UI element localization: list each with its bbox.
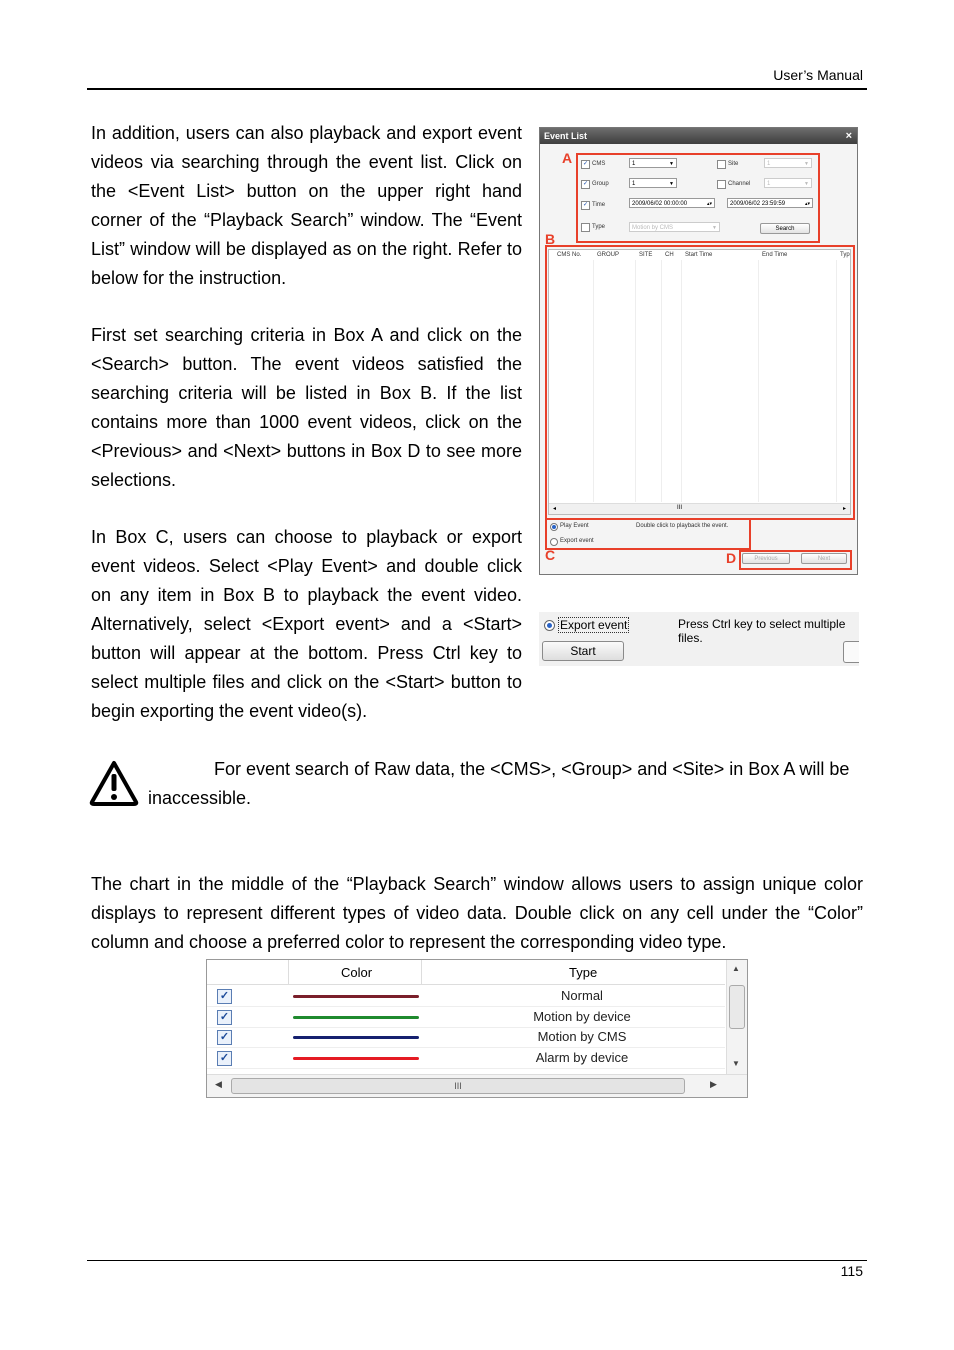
channel-select[interactable]: 1 ▼ [764, 178, 812, 188]
column-cms-no[interactable]: CMS No. [557, 252, 582, 258]
type-select[interactable]: Motion by CMS ▼ [629, 222, 720, 232]
type-label: Type [592, 224, 606, 230]
time-start-field[interactable]: 2009/06/02 00:00:00 ▴▾ [629, 198, 715, 208]
header-divider [288, 960, 289, 984]
horizontal-scroll-thumb[interactable]: III [231, 1078, 685, 1094]
site-label: Site [728, 161, 739, 167]
manual-title: User’s Manual [773, 67, 863, 83]
export-event-label: Export event [560, 538, 594, 544]
start-button[interactable]: Start [542, 641, 624, 661]
export-event-label-large: Export event [560, 618, 628, 632]
type-cell: Alarm by device [535, 1050, 629, 1065]
grid-divider [661, 260, 662, 502]
scroll-left-icon[interactable]: ◂ [553, 506, 557, 512]
table-row[interactable] [207, 1048, 725, 1069]
export-options-strip [539, 612, 859, 666]
table-vertical-scrollbar[interactable] [726, 960, 747, 1074]
grid-divider [836, 260, 837, 502]
box-label-a: A [562, 150, 573, 166]
channel-label: Channel [728, 181, 751, 187]
box-label-b: B [545, 231, 556, 247]
grid-divider [593, 260, 594, 502]
event-list-titlebar [540, 128, 857, 144]
row-checkbox[interactable]: ✓ [217, 1010, 232, 1025]
play-event-hint: Double click to playback the event. [636, 523, 729, 529]
type-checkbox[interactable] [581, 223, 590, 232]
column-site[interactable]: SITE [639, 252, 653, 258]
cms-label: CMS [592, 161, 606, 167]
site-select[interactable]: 1 ▼ [764, 158, 812, 168]
paragraph-search-criteria: First set searching criteria in Box A and click on the <Search> button. The event videos satisfied the searching criteria will be listed in Box B. If the list contains more than 1000 event videos, click on the <Previous> and <Next> buttons in Box D to see more selections. [91, 325, 522, 490]
color-swatch-line[interactable] [293, 995, 419, 998]
scroll-up-icon[interactable]: ▲ [732, 964, 740, 973]
event-list-title: Event List [544, 131, 588, 141]
scroll-grip[interactable]: III [677, 505, 683, 511]
column-ch[interactable]: CH [665, 252, 674, 258]
paragraph-event-list-intro: In addition, users can also playback and export event videos via searching through the event list. Click on the <Event List> button on the upper right hand corner of the “Playback Search” window. The “Event List” window will be displayed as on the right. Refer to below for the instruction. [91, 123, 522, 288]
ctrl-select-hint: Press Ctrl key to select multiple files. [678, 617, 846, 645]
warning-icon [89, 760, 139, 806]
scroll-down-icon[interactable]: ▼ [732, 1059, 740, 1068]
table-horizontal-scrollbar[interactable] [207, 1074, 747, 1097]
type-cell: Motion by CMS [537, 1029, 627, 1044]
color-swatch-line[interactable] [293, 1057, 419, 1060]
list-horizontal-scrollbar[interactable] [549, 503, 850, 514]
play-event-label: Play Event [560, 523, 589, 529]
column-group[interactable]: GROUP [597, 252, 620, 258]
previous-button[interactable]: Previous [742, 553, 790, 564]
group-select[interactable]: 1 ▼ [629, 178, 677, 188]
type-column-header[interactable]: Type [569, 965, 598, 980]
event-list-table[interactable] [548, 249, 851, 515]
box-label-c: C [545, 547, 556, 563]
cms-checkbox[interactable]: ✓ [582, 161, 589, 167]
footer-rule [87, 1260, 867, 1261]
header-divider [421, 960, 422, 984]
grid-divider [758, 260, 759, 502]
time-end-field[interactable]: 2009/06/02 23:59:59 ▴▾ [727, 198, 813, 208]
grid-divider [681, 260, 682, 502]
scroll-left-icon[interactable]: ◀ [215, 1079, 222, 1089]
group-label: Group [592, 181, 609, 187]
event-list-window [539, 127, 858, 575]
column-end-time[interactable]: End Time [762, 252, 788, 258]
table-row[interactable] [207, 986, 725, 1007]
row-checkbox[interactable]: ✓ [217, 989, 232, 1004]
color-table-header [207, 960, 725, 985]
type-cell: Normal [561, 988, 603, 1003]
export-event-radio[interactable] [550, 538, 558, 546]
color-swatch-line[interactable] [293, 1036, 419, 1039]
color-swatch-line[interactable] [293, 1016, 419, 1019]
search-button[interactable]: Search [760, 223, 810, 234]
table-row[interactable] [207, 1007, 725, 1028]
scroll-right-icon[interactable]: ▸ [842, 506, 846, 512]
box-label-d: D [726, 550, 737, 566]
color-column-header[interactable]: Color [341, 965, 373, 980]
paragraph-color-chart: The chart in the middle of the “Playback Search” window allows users to assign unique color displays to represent different types of video data. Double click on any cell under the “Color” column and choose a preferred color to represent the corresponding video type. [91, 874, 863, 952]
row-checkbox[interactable]: ✓ [217, 1030, 232, 1045]
header-rule [87, 88, 867, 90]
vertical-scroll-thumb[interactable] [729, 985, 745, 1029]
raw-data-note: For event search of Raw data, the <CMS>, <Group> and <Site> in Box A will be inaccessible. [148, 759, 850, 808]
close-icon[interactable]: × [845, 130, 852, 142]
partial-button[interactable] [843, 641, 859, 663]
play-event-radio[interactable] [550, 523, 558, 531]
grid-divider [635, 260, 636, 502]
next-button[interactable]: Next [801, 553, 847, 564]
time-checkbox[interactable]: ✓ [582, 202, 589, 208]
time-label: Time [592, 202, 606, 208]
type-cell: Motion by device [533, 1009, 631, 1024]
export-event-radio-large[interactable] [544, 620, 555, 631]
group-checkbox[interactable]: ✓ [582, 181, 589, 187]
table-row[interactable] [207, 1027, 725, 1048]
paragraph-box-c: In Box C, users can choose to playback or export event videos. Select <Play Event> and double click on any item in Box B to playback the event video. Alternatively, select <Export event> and a <Start> button will appear at the bottom. Press Ctrl key to select multiple files and click on the <Start> button to begin exporting the event video(s). [91, 527, 522, 721]
page-number: 115 [840, 1263, 863, 1279]
site-checkbox[interactable] [717, 160, 726, 169]
column-start-time[interactable]: Start Time [685, 252, 713, 258]
column-type[interactable]: Typ [840, 252, 850, 258]
color-type-table [206, 959, 748, 1098]
channel-checkbox[interactable] [717, 180, 726, 189]
cms-select[interactable]: 1 ▼ [629, 158, 677, 168]
row-checkbox[interactable]: ✓ [217, 1051, 232, 1066]
scroll-right-icon[interactable]: ▶ [710, 1079, 717, 1089]
